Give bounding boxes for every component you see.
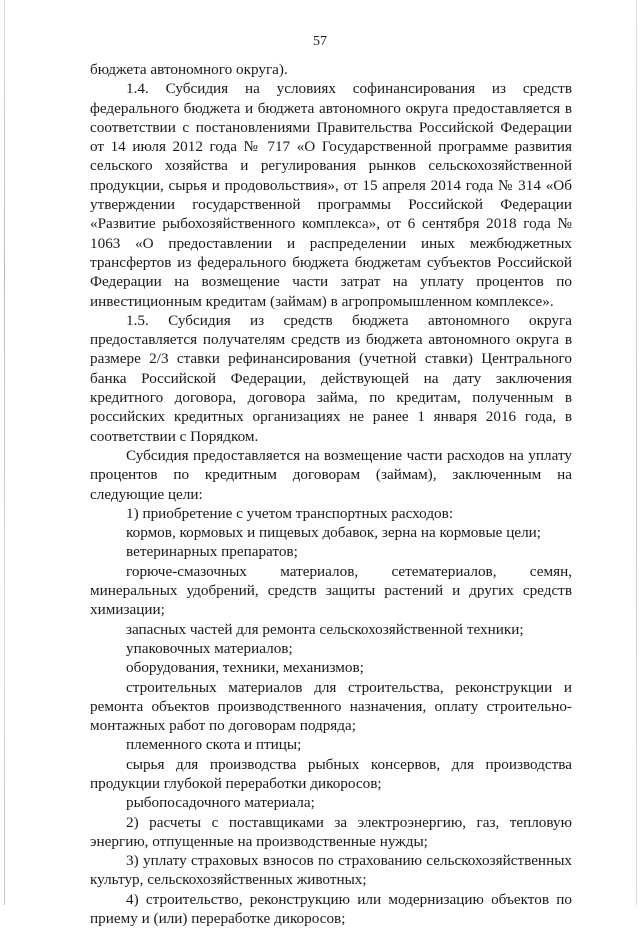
list-item-feed: кормов, кормовых и пищевых добавок, зерна на кормовые цели; <box>126 524 542 542</box>
paragraph-subsidy-purposes: Субсидия предоставляется на возмещение части расходов на уплату процентов по кредитным договорам (займам), заключенным на следующие цели: <box>90 446 572 503</box>
scan-edge-right <box>636 0 637 905</box>
list-item-insurance: 3) уплату страховых взносов по страхованию сельскохозяйственных культур, сельскохозяйственных животных; <box>90 852 572 889</box>
paragraph-clause-1-4: 1.4. Субсидия на условиях софинансирования из средств федерального бюджета и бюджета автономного округа предоставляется в соответствии с постановлениями Правительства Российской Федерации от 14 июля 2012 года № 717 «О Государственной программе развития сельского хозяйства и регулирования рынков сельскохозяйственной продукции, сырья и продовольствия», от 15 апреля 2014 года № 314 «Об утверждении государственной программы Российской Федерации «Развитие рыбохозяйственного комплекса», от 6 сентября 2018 года № 1063 «О предоставлении и распределении иных межбюджетных трансфертов из федерального бюджета бюджетам субъектов Российской Федерации на возмещение части затрат на уплату процентов по инвестиционным кредитам (займам) в агропромышленном комплексе». <box>90 80 572 310</box>
list-item-raw-materials: сырья для производства рыбных консервов, для производства продукции глубокой переработки дикоросов; <box>90 755 572 792</box>
list-item-construction: строительных материалов для строительства, реконструкции и ремонта объектов производственного назначения, оплату строительно-монтажных работ по договорам подряда; <box>90 678 572 735</box>
list-item-equipment: оборудования, техники, механизмов; <box>126 659 364 677</box>
paragraph-budget-continuation: бюджета автономного округа). <box>90 61 288 78</box>
list-item-purchase: 1) приобретение с учетом транспортных расходов: <box>126 504 454 522</box>
list-item-fuel-materials: горюче-смазочных материалов, сетематериалов, семян, минеральных удобрений, средств защиты растений и других средств химизации; <box>90 562 572 619</box>
list-item-packaging: упаковочных материалов; <box>126 639 293 657</box>
list-item-utilities: 2) расчеты с поставщиками за электроэнергию, газ, тепловую энергию, отпущенные на производственные нужды; <box>90 813 572 850</box>
list-item-veterinary: ветеринарных препаратов; <box>126 543 298 561</box>
list-item-fish-stock: рыбопосадочного материала; <box>126 794 315 812</box>
list-item-spare-parts: запасных частей для ремонта сельскохозяйственной техники; <box>126 620 524 638</box>
list-item-livestock: племенного скота и птицы; <box>126 736 302 754</box>
page-number: 57 <box>313 34 327 49</box>
scan-edge-left <box>4 0 5 905</box>
list-item-processing-facilities: 4) строительство, реконструкцию или модернизацию объектов по приему и (или) переработке дикоросов; <box>90 890 572 928</box>
document-body <box>90 60 572 928</box>
paragraph-clause-1-5: 1.5. Субсидия из средств бюджета автономного округа предоставляется получателям средств из бюджета автономного округа в размере 2/3 ставки рефинансирования (учетной ставки) Центрального банка Российской Федерации, действующей на дату заключения кредитного договора, договора займа, по кредитам, полученным в российских кредитных организациях не ранее 1 января 2016 года, в соответствии с Порядком. <box>90 311 572 445</box>
